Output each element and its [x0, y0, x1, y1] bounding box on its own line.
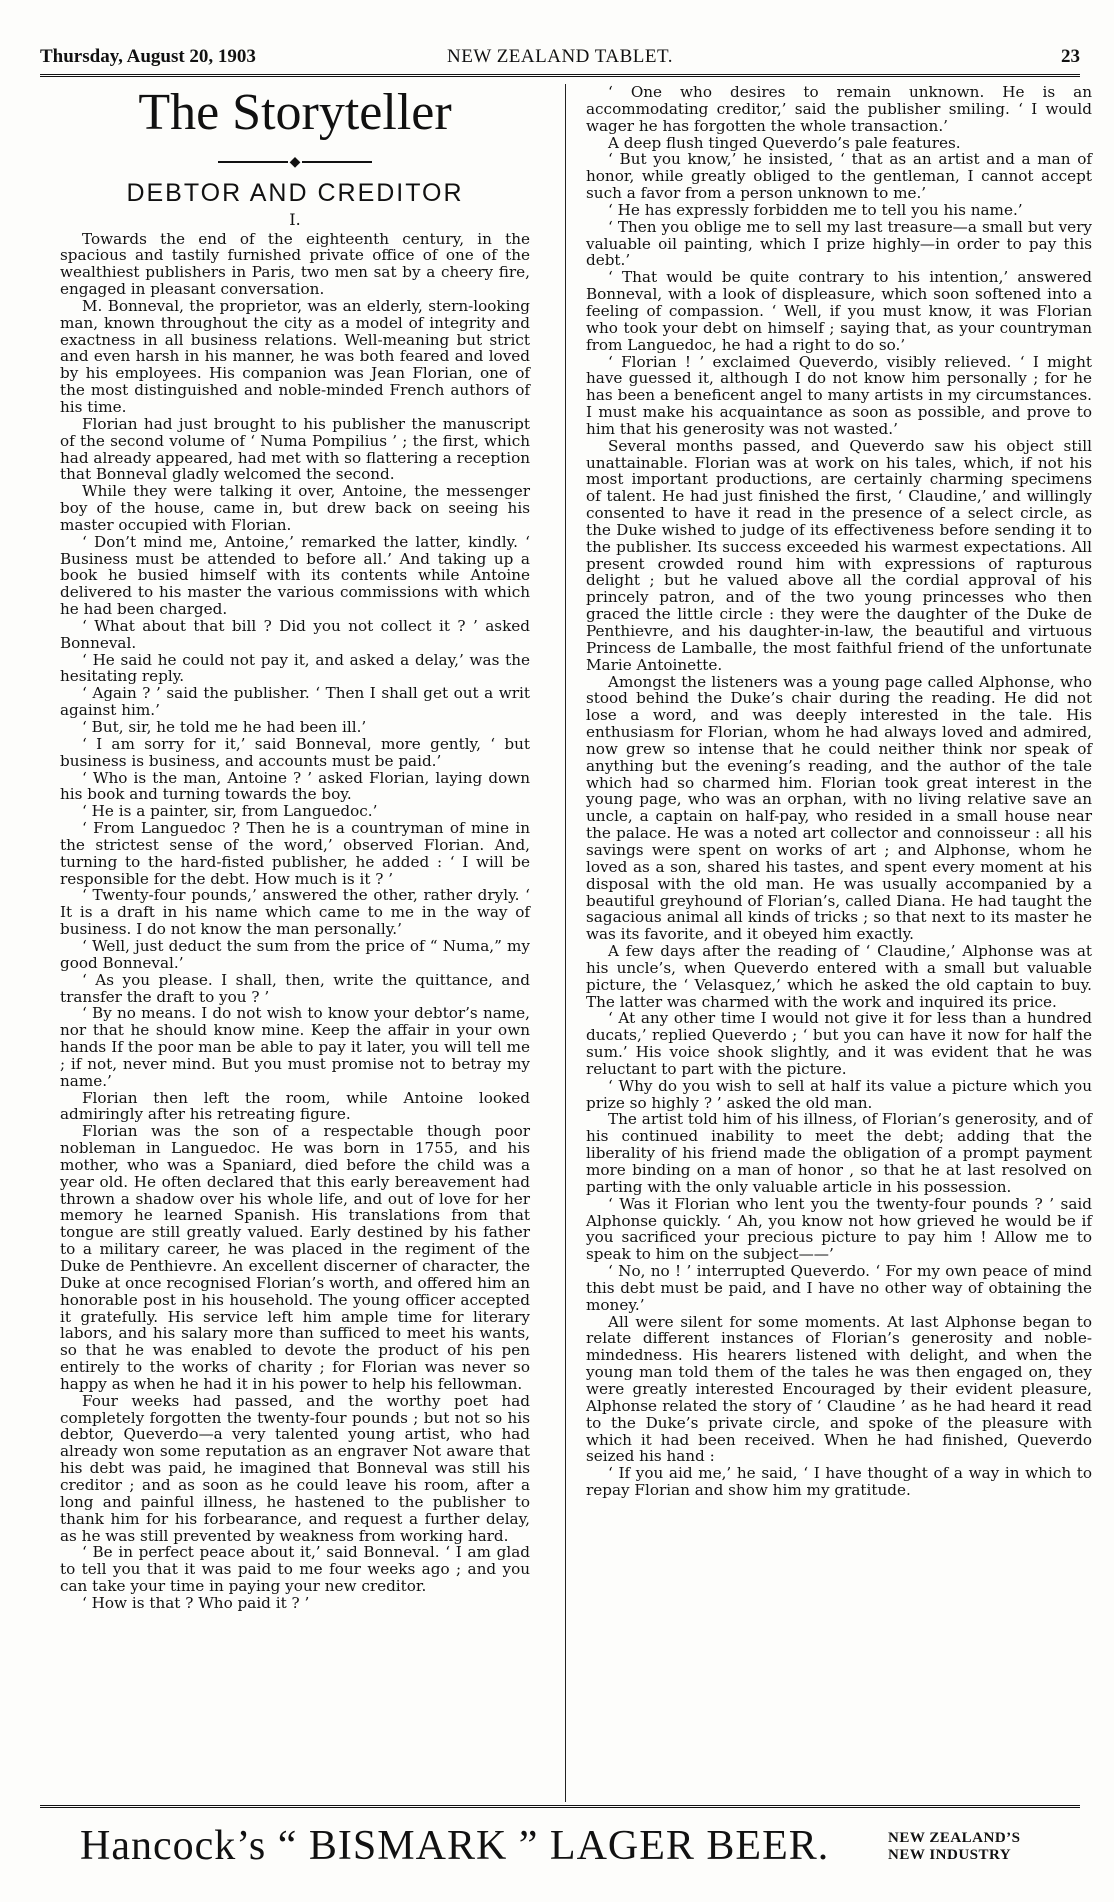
story-paragraph: ‘ Why do you wish to sell at half its value a picture which you prize so highly ? ’ asked the old man.	[586, 1076, 1092, 1112]
story-paragraph: While they were talking it over, Antoine, the messenger boy of the house, came in, but drew back on seeing his master occupied with Florian.	[60, 482, 530, 534]
story-paragraph: A few days after the reading of ‘ Claudine,’ Alphonse was at his uncle’s, when Queverdo entered with a small but valuable picture, the ‘ Velasquez,’ which he asked the old captain to buy. The latter was charmed with the work and inquired its price.	[586, 942, 1092, 1011]
page-number: 23	[1061, 46, 1080, 67]
story-paragraph: ‘ At any other time I would not give it for less than a hundred ducats,’ replied Queverdo ; ‘ but you can have it now for half the sum.’ His voice shook slightly, and it was evident that he was reluctant to part with the picture.	[586, 1009, 1092, 1078]
section-title: The Storyteller	[138, 84, 452, 141]
ornament-line-right	[302, 161, 372, 163]
story-paragraph: ‘ But, sir, he told me he had been ill.’	[82, 718, 367, 736]
story-paragraph: ‘ Don’t mind me, Antoine,’ remarked the latter, kindly. ‘ Business must be attended to before all.’ And taking up a book he busied himself with its contents while Antoine delivered to his master the various commissions with which he had been charged.	[60, 532, 530, 619]
advertisement-tagline	[888, 1830, 1021, 1864]
story-paragraph: ‘ I am sorry for it,’ said Bonneval, more gently, ‘ but business is business, and accounts must be paid.’	[60, 734, 530, 770]
advertisement-text: Hancock’s “ BISMARK ” LAGER BEER.	[80, 1823, 830, 1869]
story-paragraph: A deep flush tinged Queverdo’s pale features.	[608, 133, 961, 152]
story-paragraph: ‘ Be in perfect peace about it,’ said Bonneval. ‘ I am glad to tell you that it was paid to me four weeks ago ; and you can take your time in paying your new creditor.	[60, 1543, 530, 1596]
story-paragraph: Towards the end of the eighteenth century, in the spacious and tastily furnished private office of one of the wealthiest publishers in Paris, two men sat by a cheery fire, engaged in pleasant conversation.	[60, 229, 530, 299]
story-paragraph: ‘ No, no ! ’ interrupted Queverdo. ‘ For my own peace of mind this debt must be paid, and I have no other way of obtaining the money.’	[586, 1262, 1092, 1314]
story-paragraph: ‘ By no means. I do not wish to know your debtor’s name, nor that he should know mine. Keep the affair in your own hands If the poor man be able to pay it later, you will tell me ; if not, never mind. But you must promise not to betray my name.’	[60, 1004, 530, 1090]
story-paragraph: Several months passed, and Queverdo saw his object still unattainable. Florian was at work on his tales, which, if not his most important productions, are certainly charming specimens of talent. He had just finished the first, ‘ Claudine,’ and willingly consented to have it read in the presence of a select circle, as the Duke wished to judge of its effectiveness before sending it to the publisher. Its success exceeded his warmest expectations. All present crowded round him with expressions of rapturous delight ; but he valued above all the cordial approval of his princely patron, and of the two young princesses who then graced the little circle : they were the daughter of the Duke de Penthievre, and his daughter-in-law, the beautiful and virtuous Princess de Lamballe, the most faithful friend of the unfortunate Marie Antoinette.	[586, 436, 1092, 674]
story-title: DEBTOR AND CREDITOR	[126, 178, 464, 207]
part-number: I.	[289, 209, 301, 229]
story-paragraph: Florian then left the room, while Antoine looked admiringly after his retreating figure.	[60, 1088, 530, 1124]
story-paragraph: M. Bonneval, the proprietor, was an elderly, stern-looking man, known throughout the city as a model of integrity and exactness in all business relations. Well-meaning but strict and even harsh in his manner, he was both feared and loved by his employees. His companion was Jean Florian, one of the most distinguished and noble-minded French authors of his time.	[60, 296, 530, 416]
masthead	[40, 40, 1080, 77]
story-paragraph: ‘ That would be quite contrary to his intention,’ answered Bonneval, with a look of displeasure, which soon softened into a feeling of compassion. ‘ Well, if you must know, it was Florian who took your debt on himself ; saying that, as your countryman from Languedoc, he had a right to do so.’	[586, 268, 1092, 354]
story-paragraph: ‘ Was it Florian who lent you the twenty-four pounds ? ’ said Alphonse quickly. ‘ Ah, you know not how grieved he would be if you sacrificed your precious picture to pay him ! Allow me to speak to him on the subject——’	[586, 1194, 1092, 1264]
issue-date: Thursday, August 20, 1903	[40, 46, 256, 67]
story-paragraph: ‘ Florian ! ’ exclaimed Queverdo, visibly relieved. ‘ I might have guessed it, although I do not know him personally ; for he has been a beneficent angel to many artists in my circumstances. I must make his acquaintance as soon as possible, and prove to him that his generosity was not wasted.’	[586, 352, 1092, 438]
story-paragraph: ‘ How is that ? Who paid it ? ’	[82, 1593, 310, 1612]
story-paragraph: ‘ What about that bill ? Did you not collect it ? ’ asked Bonneval.	[60, 616, 530, 652]
story-paragraph: ‘ He is a painter, sir, from Languedoc.’	[82, 802, 378, 821]
story-paragraph: ‘ He has expressly forbidden me to tell you his name.’	[608, 200, 1023, 219]
column-divider	[565, 84, 566, 1802]
story-paragraph: The artist told him of his illness, of Florian’s generosity, and of his continued inability to meet the debt; adding that the liberality of his friend made the obligation of a prompt payment more binding on a man of honor , so that he at last resolved on parting with the only valuable article in his possession.	[586, 1110, 1092, 1196]
story-paragraph: ‘ As you please. I shall, then, write the quittance, and transfer the draft to you ? ’	[60, 970, 530, 1006]
story-paragraph: ‘ Then you oblige me to sell my last treasure—a small but very valuable oil painting, which I prize highly—in order to pay this debt.’	[586, 217, 1092, 270]
column-left-body	[60, 231, 530, 1612]
story-paragraph: ‘ From Languedoc ? Then he is a countryman of mine in the strictest sense of the word,’ observed Florian. And, turning to the hard-fisted publisher, he added : ‘ I will be responsible for the debt. How much is it ? ’	[60, 819, 530, 888]
story-paragraph: ‘ Well, just deduct the sum from the price of “ Numa,” my good Bonneval.’	[60, 936, 530, 972]
story-paragraph: Amongst the listeners was a young page called Alphonse, who stood behind the Duke’s chair during the reading. He did not lose a word, and was deeply interested in the tale. His enthusiasm for Florian, whom he had always loved and admired, now grew so intense that he could neither think nor speak of anything but the evening’s reading, and the author of the tale which had so charmed him. Florian took great interest in the young page, who was an orphan, with no living relative save an uncle, a captain on half-pay, who resided in a small house near the palace. He was a noted art collector and connoisseur : all his savings were spent on works of art ; and Alphonse, whom he loved as a son, shared his tastes, and spent every moment at his disposal with the old man. He was usually accompanied by a beautiful greyhound of Florian’s, called Diana. He had taught the sagacious animal all kinds of tricks ; so that next to its master he was its favorite, and it obeyed him exactly.	[586, 672, 1092, 944]
story-paragraph: ‘ Who is the man, Antoine ? ’ asked Florian, laying down his book and turning towards the boy.	[60, 768, 530, 804]
column-right-body	[586, 84, 1092, 1499]
story-paragraph: Florian was the son of a respectable though poor nobleman in Languedoc. He was born in 1755, and his mother, who was a Spaniard, died before the child was a year old. He often declared that this early bereavement had thrown a shadow over his whole life, and out of love for her memory he learned Spanish. His translations from that tongue are still greatly valued. Early destined by his father to a military career, he was placed in the regiment of the Duke de Penthievre. An excellent discerner of character, the Duke at once recognised Florian’s worth, and offered him an honorable post in his household. The young officer accepted it gratefully. His service left him ample time for literary labors, and his salary more than sufficed to meet his wants, so that he was enabled to devote the product of his pen entirely to the works of charity ; for Florian was never so happy as when he had it in his power to help his fellowman.	[60, 1122, 530, 1393]
story-paragraph: Florian had just brought to his publisher the manuscript of the second volume of ‘ Numa Pompilius ’ ; the first, which had already appeared, had met with so flattering a reception that Bonneval gladly welcomed the second.	[60, 414, 530, 484]
beer-advertisement	[80, 1822, 1080, 1882]
story-paragraph: ‘ He said he could not pay it, and asked a delay,’ was the hesitating reply.	[60, 650, 530, 686]
story-paragraph: ‘ Again ? ’ said the publisher. ‘ Then I shall get out a writ against him.’	[60, 684, 530, 720]
footer-divider	[40, 1805, 1080, 1808]
story-paragraph: ‘ But you know,’ he insisted, ‘ that as an artist and a man of honor, while greatly obliged to the gentleman, I cannot accept such a favor from a person unknown to me.’	[586, 150, 1092, 203]
ornament-diamond-icon: ◆	[289, 154, 301, 170]
tagline-line-2: NEW INDUSTRY	[888, 1847, 1012, 1863]
column-right	[586, 84, 1092, 1499]
tagline-line-1: NEW ZEALAND’S	[888, 1830, 1021, 1846]
story-paragraph: ‘ One who desires to remain unknown. He is an accommodating creditor,’ said the publisher smiling. ‘ I would wager he has forgotten the whole transaction.’	[586, 83, 1092, 135]
publication-name: NEW ZEALAND TABLET.	[447, 46, 673, 67]
story-paragraph: Four weeks had passed, and the worthy poet had completely forgotten the twenty-four pounds ; but not so his debtor, Queverdo—a very talented young artist, who had already won some reputation as an engraver Not aware that his debt was paid, he imagined that Bonneval was still his creditor ; and as soon as he could leave his room, after a long and painful illness, he hastened to the publisher to thank him for his forbearance, and request a further delay, as he was still prevented by weakness from working hard.	[60, 1391, 530, 1545]
title-ornament	[60, 154, 530, 171]
story-paragraph: All were silent for some moments. At last Alphonse began to relate different instances of Florian’s generosity and noble-mindedness. His hearers listened with delight, and when the young man told them of the tales he was then engaged on, they were greatly interested Encouraged by their evident pleasure, Alphonse related the story of ‘ Claudine ’ as he had heard it read to the Duke’s private circle, and spoke of the pleasure with which it had been received. When he had finished, Queverdo seized his hand :	[586, 1312, 1092, 1466]
column-left	[60, 84, 530, 1612]
story-paragraph: ‘ Twenty-four pounds,’ answered the other, rather dryly. ‘ It is a draft in his name which came to me in the way of business. I do not know the man personally.’	[60, 886, 530, 939]
ornament-line-left	[218, 161, 288, 163]
story-paragraph: ‘ If you aid me,’ he said, ‘ I have thought of a way in which to repay Florian and show him my gratitude.	[586, 1464, 1092, 1500]
